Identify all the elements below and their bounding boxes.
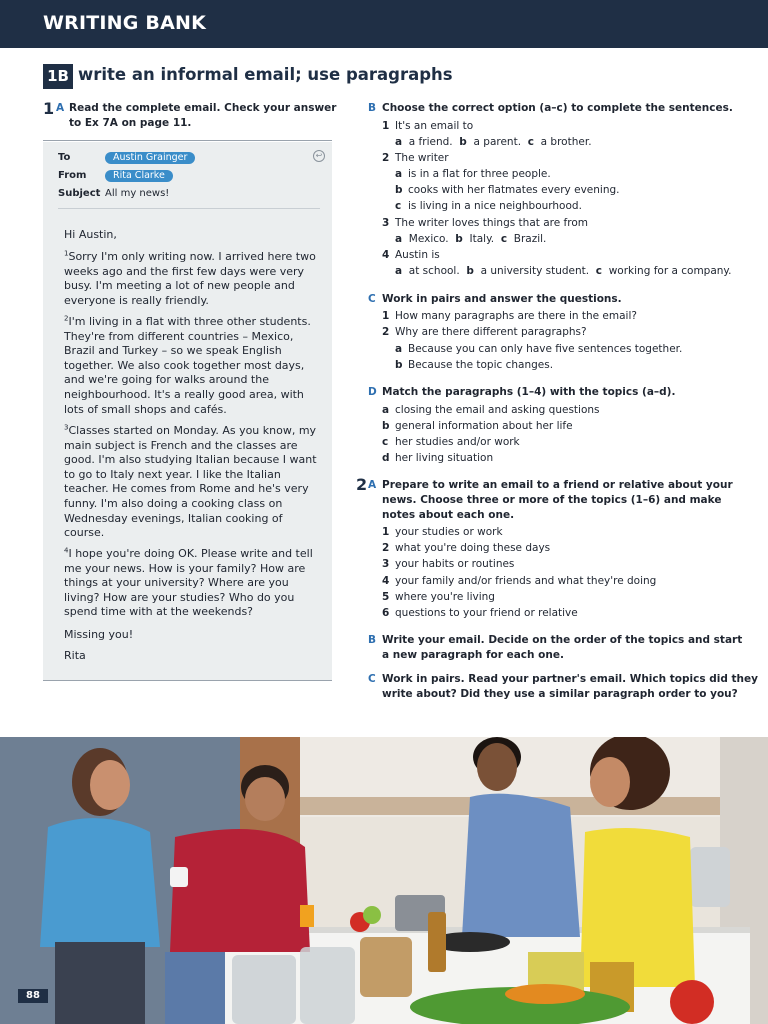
subject-label: Subject [58,188,101,199]
option-row: c is living in a nice neighbourhood. [395,200,582,212]
option-row: a is in a flat for three people. [395,168,551,180]
from-label: From [58,170,87,181]
fields-divider [58,208,320,209]
paragraph-text: I'm living in a flat with three other students. They're from different countries – Mexico, Brazil and Turkey – so we speak English together. We also cook together most days, and we're going for walks around the neighbourhood. It's a really good area, with lots of small shops and cafés. [64,315,311,416]
topic-row: a closing the email and asking questions [382,404,600,416]
paragraph-number: 3 [64,423,69,432]
topic-item: 5 where you're living [382,591,495,603]
email-paragraph-1 [64,250,319,308]
option-row: b Because the topic changes. [395,359,554,371]
kitchen-photo [0,737,768,1024]
exercise-1a-instruction-line1: Read the complete email. Check your answer [69,102,337,114]
question-1b-4: 4 Austin is [382,249,440,261]
paragraph-text: Sorry I'm only writing now. I arrived here two weeks ago and the first few days were very busy. I'm meeting a lot of new people and everyone is really friendly. [64,250,316,307]
exercise-1c-instruction: Work in pairs and answer the questions. [382,293,622,305]
topic-item: 6 questions to your friend or relative [382,607,578,619]
question-1b-3: 3 The writer loves things that are from [382,217,588,229]
paragraph-number: 4 [64,546,69,555]
exercise-2c-instruction-line2: write about? Did they use a similar paragraph order to you? [382,688,738,700]
email-signature: Rita [64,649,86,662]
paragraph-text: I hope you're doing OK. Please write and tell me your news. How is your family? How are things at your university? Where are you living? How are your studies? Who do you spend time with at the weekends? [64,547,313,619]
paragraph-number: 2 [64,314,69,323]
option-row: b cooks with her flatmates every evening. [395,184,620,196]
exercise-2c-instruction-line1: Work in pairs. Read your partner's email. Which topics did they [382,673,758,685]
question-1c-2: 2 Why are there different paragraphs? [382,326,587,338]
to-label: To [58,152,71,163]
divider [43,140,332,141]
email-panel [43,142,332,680]
topic-row: b general information about her life [382,420,573,432]
reply-arrow-icon: ↩ [313,150,325,162]
exercise-2-number: 2 [356,475,368,494]
exercise-1c-letter: C [368,293,376,305]
header-bar [0,0,768,48]
exercise-1a-instruction-line2: to Ex 7A on page 11. [69,117,192,129]
exercise-2a-instruction-line1: Prepare to write an email to a friend or relative about your [382,479,733,491]
question-1b-1: 1 It's an email to [382,120,474,132]
email-closing: Missing you! [64,628,134,641]
topic-row: d her living situation [382,452,494,464]
lesson-badge: 1B [43,64,73,89]
email-paragraph-2 [64,315,319,417]
question-1b-1-options: a a friend. b a parent. c a brother. [395,136,592,148]
topic-item: 3 your habits or routines [382,558,515,570]
exercise-1-number: 1 [43,99,55,118]
topic-row: c her studies and/or work [382,436,520,448]
exercise-2b-instruction-line1: Write your email. Decide on the order of the topics and start [382,634,743,646]
email-paragraph-3 [64,424,319,541]
exercise-2a-instruction-line2: news. Choose three or more of the topics (1–6) and make [382,494,722,506]
page-number: 88 [18,989,48,1003]
exercise-2b-instruction-line2: a new paragraph for each one. [382,649,564,661]
kitchen-illustration [0,737,768,1024]
to-recipient-chip: Austin Grainger [105,152,195,164]
exercise-2a-instruction-line3: notes about each one. [382,509,515,521]
question-1b-3-options: a Mexico. b Italy. c Brazil. [395,233,547,245]
divider [43,680,332,681]
topic-item: 4 your family and/or friends and what they're doing [382,575,657,587]
option-row: a Because you can only have five sentences together. [395,343,683,355]
paragraph-number: 1 [64,249,69,258]
exercise-2b-letter: B [368,634,377,646]
question-1b-4-options: a at school. b a university student. c working for a company. [395,265,732,277]
paragraph-text: Classes started on Monday. As you know, my main subject is French and the classes are good. I'm also studying Italian because I want to go to Italy next year. I like the Italian teacher. He comes from Rome and he's very funny. I'm also doing a cooking class on Wednesday evenings, Italian cooking of course. [64,424,317,540]
from-sender-chip: Rita Clarke [105,170,173,182]
topic-item: 1 your studies or work [382,526,503,538]
subject-value: All my news! [105,188,170,199]
email-header-fields [43,142,332,210]
exercise-2a-letter: A [368,479,377,491]
exercise-1a-letter: A [56,102,65,114]
exercise-2c-letter: C [368,673,376,685]
exercise-1b-instruction: Choose the correct option (a–c) to complete the sentences. [382,102,733,114]
email-greeting: Hi Austin, [64,228,117,241]
section-title: WRITING BANK [43,12,207,34]
exercise-1d-instruction: Match the paragraphs (1–4) with the topics (a–d). [382,386,676,398]
question-1c-1: 1 How many paragraphs are there in the email? [382,310,637,322]
topic-item: 2 what you're doing these days [382,542,551,554]
email-paragraph-4 [64,547,319,620]
question-1b-2: 2 The writer [382,152,449,164]
exercise-1d-letter: D [368,386,377,398]
lesson-title: write an informal email; use paragraphs [78,65,453,84]
exercise-1b-letter: B [368,102,377,114]
